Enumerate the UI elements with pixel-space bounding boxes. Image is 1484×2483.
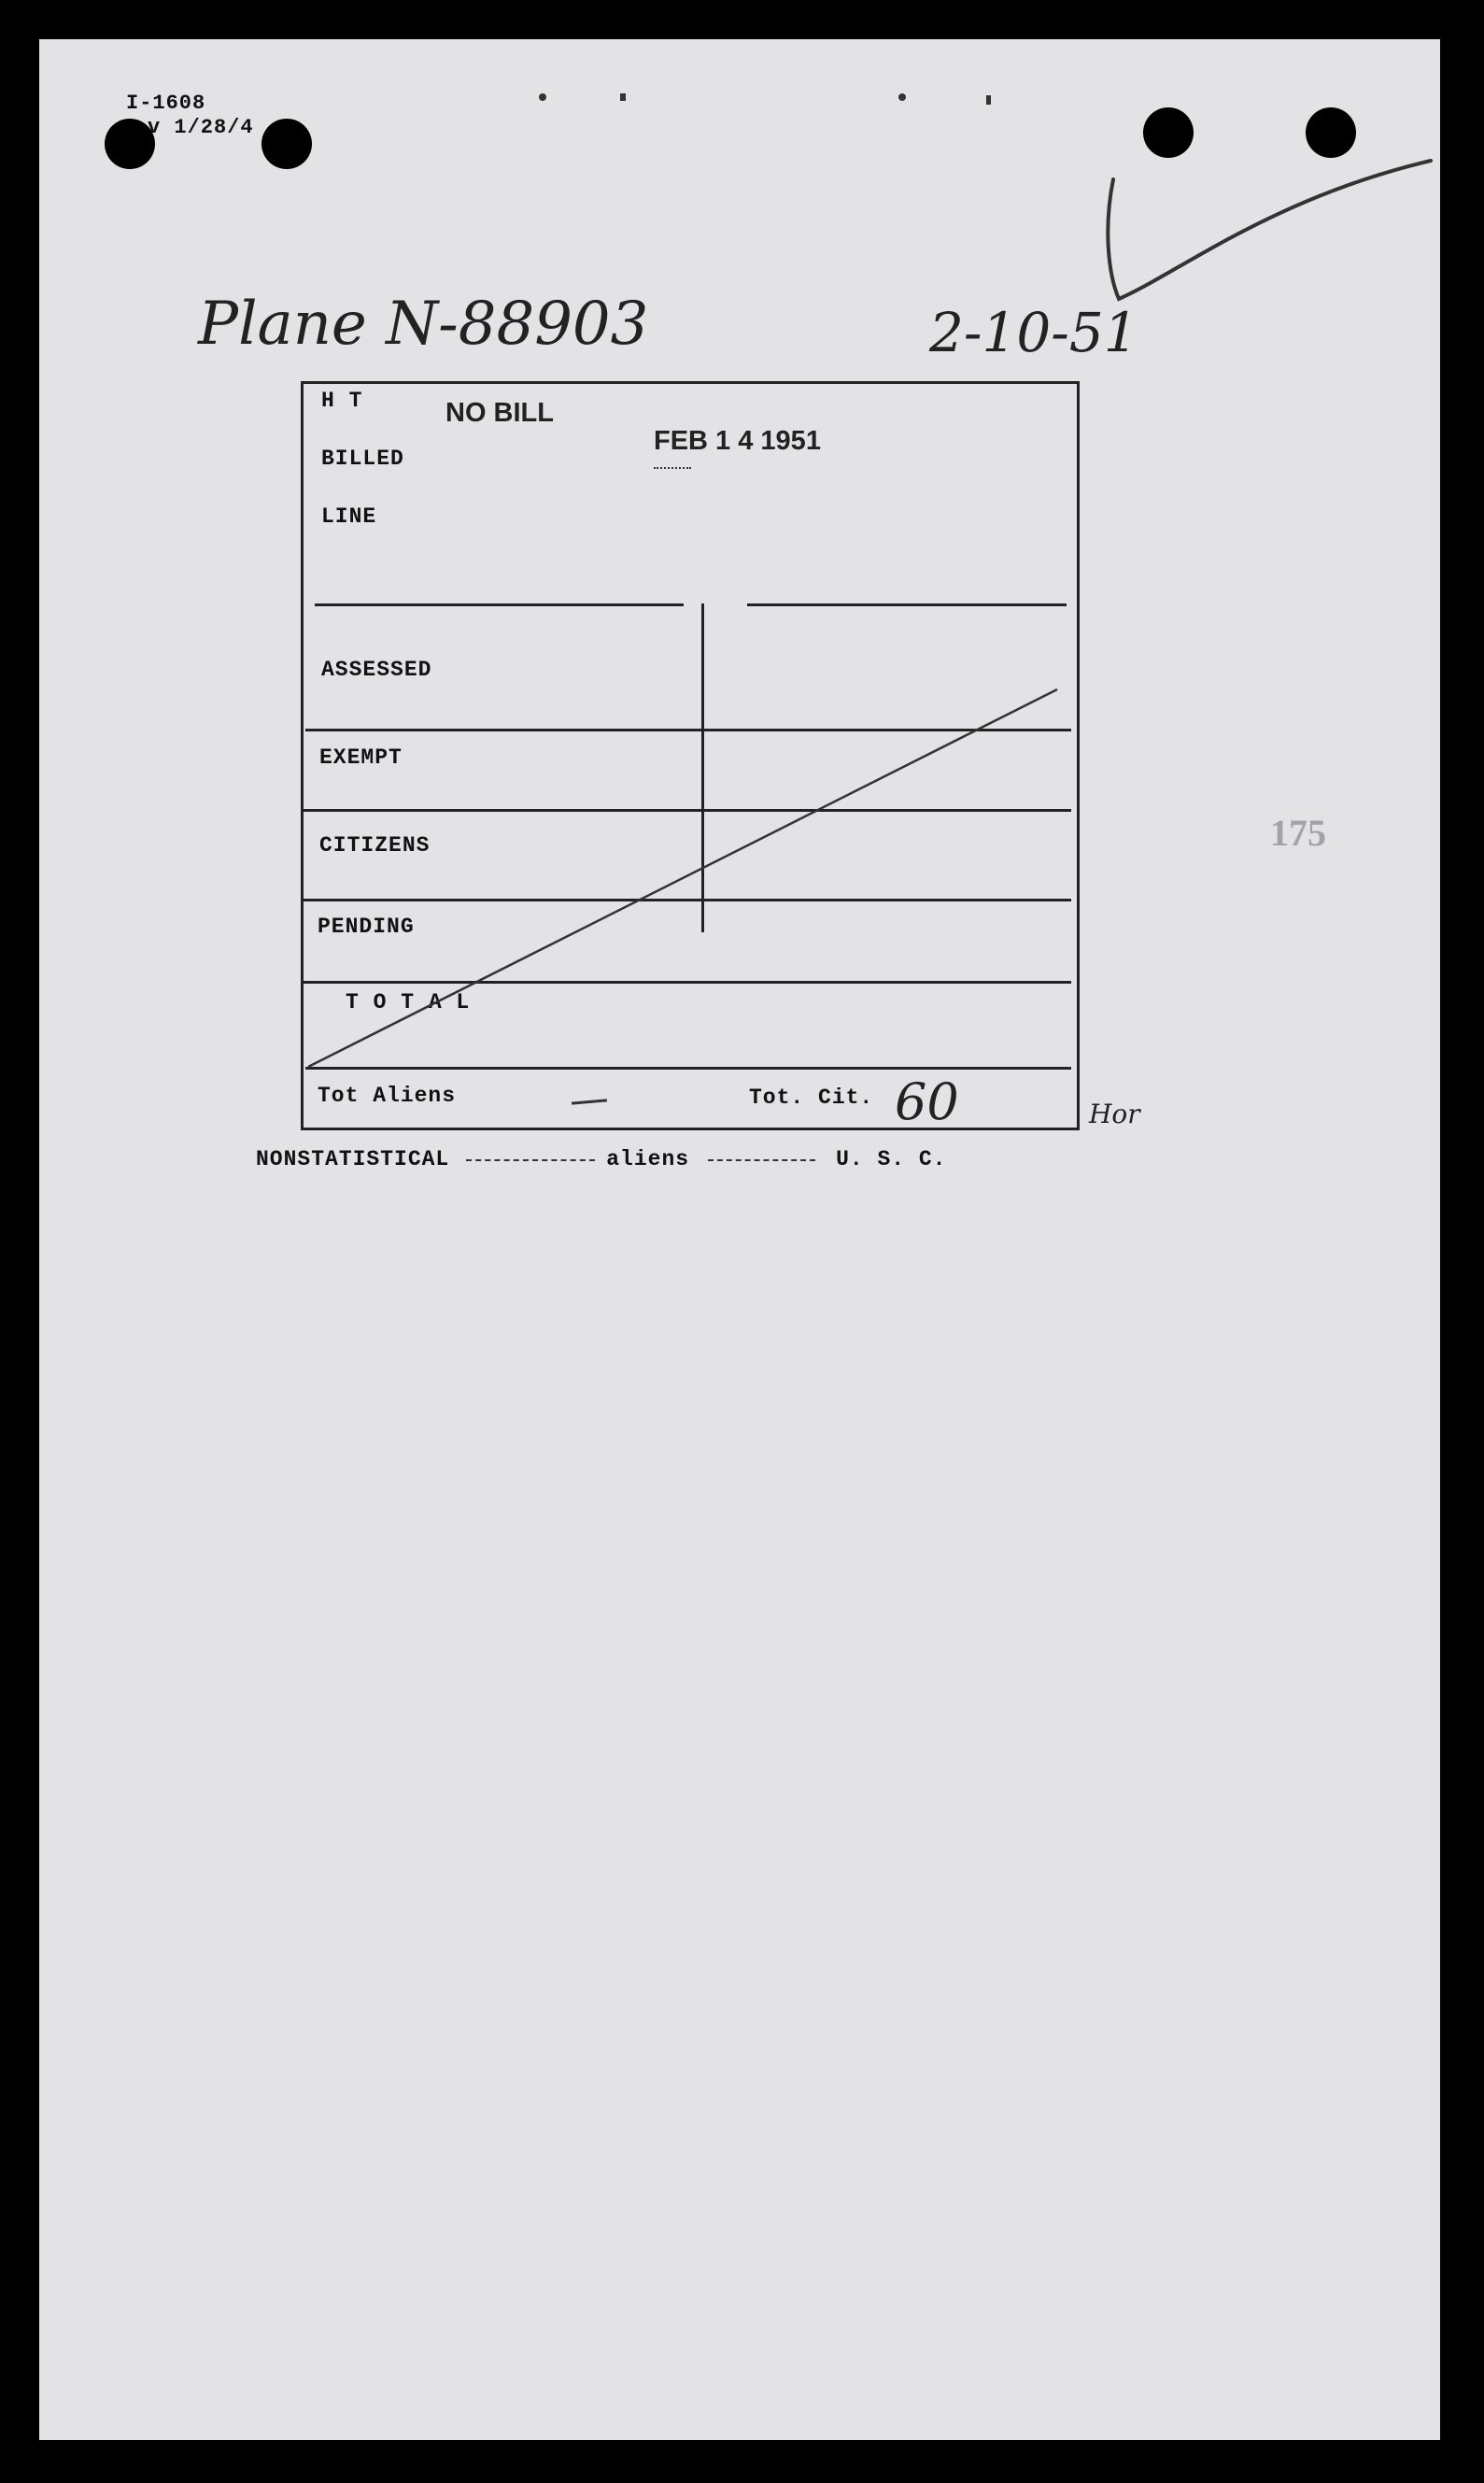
label-tot-cit: Tot. Cit. [749,1085,874,1110]
row-pending: PENDING [318,915,415,939]
speck [620,93,626,101]
row-total: T O T A L [346,990,471,1014]
label-tot-aliens: Tot Aliens [318,1084,457,1108]
tot-cit-value: 60 [895,1072,959,1131]
row-assessed: ASSESSED [321,658,432,682]
row-citizens: CITIZENS [319,833,431,858]
tally-card [301,381,1140,1171]
speck [986,95,991,105]
label-aliens: aliens [606,1147,690,1171]
blank-aliens [708,1158,815,1161]
page-number: 175 [1270,812,1326,854]
speck [898,93,906,101]
date-stamp: FEB 1 4 1951 [654,426,821,456]
document-page [39,39,1440,2440]
no-bill-stamp: NO BILL [445,398,554,428]
label-nonstatistical: NONSTATISTICAL [256,1147,450,1171]
punch-hole-top-left-2 [261,119,312,169]
check-mark-icon [1095,123,1468,357]
handwritten-plane-number: Plane N-88903 [198,290,649,359]
form-number: I-1608 [126,92,206,115]
handwritten-initials: Hor [1089,1099,1140,1129]
label-ht: H T [321,389,363,413]
speck [539,93,546,101]
footer-line [256,1147,946,1171]
label-usc: U. S. C. [836,1147,947,1171]
label-line: LINE [321,504,377,529]
handwritten-date: 2-10-51 [929,301,1138,364]
diagonal-strike-line [301,381,1117,1171]
form-revision: v 1/28/4 [148,116,254,139]
blank-nonstatistical [466,1158,595,1161]
label-billed: BILLED [321,447,404,471]
row-exempt: EXEMPT [319,745,403,770]
